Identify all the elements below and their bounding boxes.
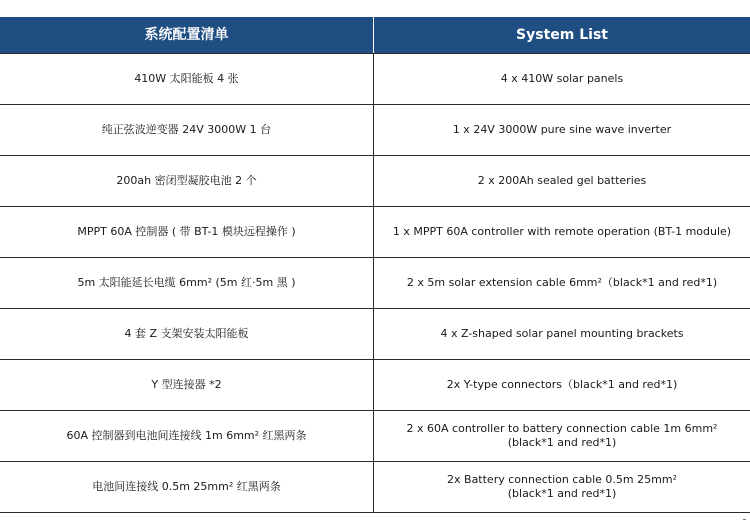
- table-row: [0, 207, 750, 258]
- cell-english: 2x Battery connection cable 0.5m 25mm² (black*1 and red*1): [447, 473, 677, 500]
- cell-chinese: 电池间连接线 0.5m 25mm² 红黑两条: [0, 462, 374, 512]
- cell-english: 1 x MPPT 60A controller with remote operation (BT-1 module): [392, 225, 732, 238]
- table-row: [0, 462, 750, 513]
- table-row: [0, 258, 750, 309]
- table-row: [0, 156, 750, 207]
- cell-chinese: 5m 太阳能延长电缆 6mm² (5m 红·5m 黑 ): [0, 258, 374, 308]
- table-row: [0, 53, 750, 105]
- table-row: [0, 411, 750, 462]
- cell-english: 2x Y-type connectors（black*1 and red*1): [446, 378, 678, 391]
- cell-english: 4 x Z-shaped solar panel mounting brackets: [440, 327, 684, 340]
- cell-chinese: 60A 控制器到电池间连接线 1m 6mm² 红黑两条: [0, 411, 374, 461]
- corner-mark: [743, 519, 746, 520]
- table-row: [0, 105, 750, 156]
- cell-chinese: 4 套 Z 支架安装太阳能板: [0, 309, 374, 359]
- cell-chinese: 410W 太阳能板 4 张: [0, 54, 374, 104]
- system-list-table: [0, 17, 750, 513]
- cell-english: 2 x 5m solar extension cable 6mm²（black*1 and red*1): [406, 276, 718, 289]
- cell-english: 2 x 60A controller to battery connection cable 1m 6mm² (black*1 and red*1): [406, 422, 718, 449]
- cell-chinese: MPPT 60A 控制器 ( 带 BT-1 模块远程操作 ): [0, 207, 374, 257]
- header-english: System List: [516, 27, 608, 43]
- table-row: [0, 309, 750, 360]
- table-header: [0, 17, 750, 53]
- cell-chinese: 纯正弦波逆变器 24V 3000W 1 台: [0, 105, 374, 155]
- cell-english: 1 x 24V 3000W pure sine wave inverter: [452, 123, 672, 136]
- cell-chinese: Y 型连接器 *2: [0, 360, 374, 410]
- cell-english: 4 x 410W solar panels: [500, 72, 624, 85]
- header-chinese: 系统配置清单: [0, 17, 374, 53]
- cell-chinese: 200ah 密闭型凝胶电池 2 个: [0, 156, 374, 206]
- table-row: [0, 360, 750, 411]
- cell-english: 2 x 200Ah sealed gel batteries: [477, 174, 647, 187]
